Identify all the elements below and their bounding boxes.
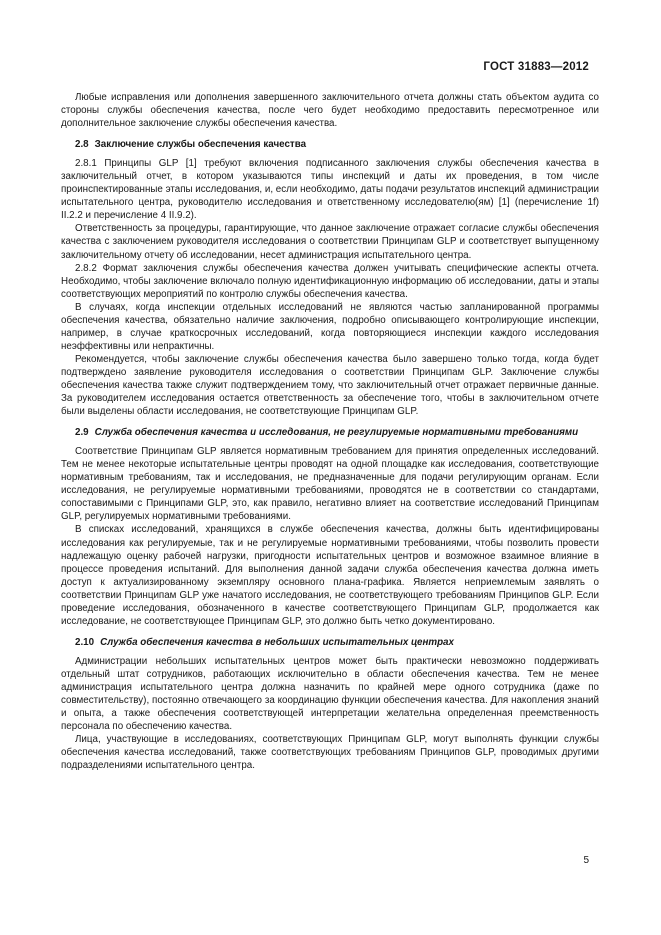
section-title: Служба обеспечения качества и исследования, не регулируемые нормативными требованиями [94, 427, 579, 439]
page-number: 5 [583, 855, 589, 866]
document-body [61, 91, 599, 772]
paragraph: Соответствие Принципам GLP является нормативным требованием для принятия определенных исследований. Тем не менее некоторые испытательные центры проводят на одной площадке как исследования, соответствующие нормативным требованиям, так и исследования, не предназначенные для подачи регулирующим органам. Если исследования, не регулируемые нормативными требованиями, проводятся не в соответствии со стандартами, сопоставимыми с Принципами GLP, это, как правило, негативно влияет на соответствие исследований Принципам GLP, регулируемых нормативными требованиями. [61, 446, 599, 523]
paragraph: 2.8.2 Формат заключения службы обеспечения качества должен учитывать специфические аспекты отчета. Необходимо, чтобы заключение включало полную идентификационную информацию об исследовании, даты и этапы соответствующих мероприятий по контролю службы обеспечения качества. [61, 262, 599, 300]
section-heading-2-10 [61, 636, 599, 649]
paragraph: В случаях, когда инспекции отдельных исследований не являются частью запланированной программы обеспечения качества, обязательно наличие заключения, подробно описывающего контролирующие инспекции, например, в случае краткосрочных исследований, когда повторяющиеся инспекции каждого исследования неэффективны или непрактичны. [61, 301, 599, 352]
section-heading-2-9 [61, 426, 599, 439]
paragraph: Администрации небольших испытательных центров может быть практически невозможно поддерживать отдельный штат сотрудников, работающих исключительно в области обеспечения качества. Тем не менее администрация испытательного центра должна назначить по крайней мере одного сотрудника (даже по совместительству), постоянно отвечающего за координацию функции обеспечения качества. Для накопления знаний и опыта, а также обеспечения соответствующей интерпретации желательна определенная преемственность персонала по обеспечению качества. [61, 655, 599, 733]
section-title: Служба обеспечения качества в небольших испытательных центрах [100, 636, 454, 648]
document-id-header: ГОСТ 31883—2012 [483, 61, 589, 73]
section-number: 2.10 [75, 636, 95, 648]
intro-paragraph: Любые исправления или дополнения завершенного заключительного отчета должны стать объектом аудита со стороны службы обеспечения качества, после чего будет необходимо предоставить пересмотренное или дополнительное заключение службы обеспечения качества. [61, 92, 599, 130]
section-title: Заключение службы обеспечения качества [94, 139, 307, 151]
paragraph: В списках исследований, хранящихся в службе обеспечения качества, должны быть идентифицированы исследования как регулируемые, так и не регулируемые нормативными требованиями, чтобы позволить провести надлежащую оценку рабочей нагрузки, пригодности испытательных центров и возможное взаимное влияние в процессе проведения испытаний. Для выполнения данной задачи служба обеспечения качества должна иметь доступ к актуализированному экземпляру основного плана-графика. Является неприемлемым заявлять о соответствии Принципам GLP уже начатого исследования, не соответствующего требованиям Принципов GLP. Если проведение исследования, обозначенного в качестве соответствующего Принципам GLP, продолжается как исследование, не соответствующее Принципам GLP, это должно быть четко документировано. [61, 524, 599, 627]
paragraph: Лица, участвующие в исследованиях, соответствующих Принципам GLP, могут выполнять функции службы обеспечения качества исследований, также соответствующих требованиям Принципов GLP, проводимых другими подразделениями испытательного центра. [61, 734, 599, 772]
section-number: 2.8 [75, 139, 89, 151]
paragraph: 2.8.1 Принципы GLP [1] требуют включения подписанного заключения службы обеспечения качества в заключительный отчет, в котором указываются типы инспекций и даты их проведения, в том числе проинспектированные этапы исследования, и, если необходимо, даты подачи результатов инспекций администрации испытательного центра, руководителю исследования и ответственному исследователю(ям) [1] (перечисление 1f) II.2.2 и перечисление 4 II.9.2). [61, 158, 599, 222]
section-heading-2-8 [61, 138, 599, 151]
paragraph: Рекомендуется, чтобы заключение службы обеспечения качества было завершено только тогда, когда будет подтверждено заявление руководителя исследования о соответствии Принципам GLP. Заключение службы обеспечения качества также служит подтверждением тому, что заключительный отчет отражает первичные данные. За руководителем исследования остается ответственность за обеспечение того, чтобы в заключительном отчете были выделены области исследования, не соответствующие Принципам GLP. [61, 353, 599, 418]
paragraph: Ответственность за процедуры, гарантирующие, что данное заключение отражает согласие службы обеспечения качества с заключением руководителя исследования о соответствии Принципам GLP и соответствует выпущенному заключительному отчету об исследовании, несет администрация испытательного центра. [61, 223, 599, 261]
section-number: 2.9 [75, 427, 89, 439]
